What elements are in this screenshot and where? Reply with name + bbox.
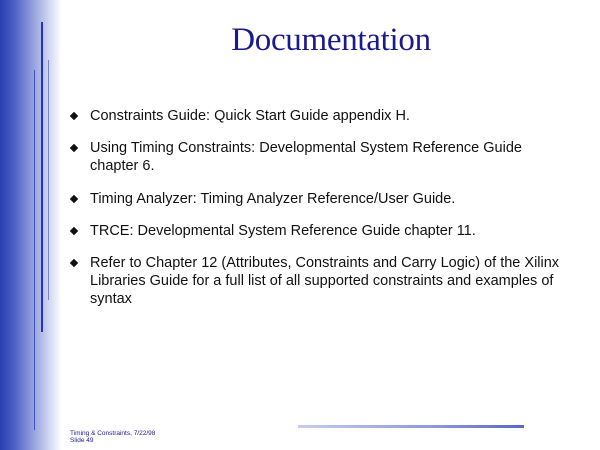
band-vertical-line (48, 60, 49, 300)
bullet-text: Using Timing Constraints: Developmental System Reference Guide chapter 6. (90, 140, 522, 174)
bullet-text: Constraints Guide: Quick Start Guide appendix H. (90, 108, 410, 124)
diamond-bullet-icon (70, 112, 78, 120)
band-vertical-line (41, 22, 43, 332)
bullet-list (70, 107, 560, 322)
bullet-text: Timing Analyzer: Timing Analyzer Reference/User Guide. (90, 191, 456, 207)
footer-divider (298, 425, 524, 428)
diamond-bullet-icon (70, 195, 78, 203)
bullet-item (70, 254, 560, 308)
footer-caption: Timing & Constraints, 7/22/98 (70, 430, 156, 437)
bullet-item (70, 222, 560, 240)
slide-footer (70, 430, 155, 444)
bullet-text: TRCE: Developmental System Reference Guide chapter 11. (90, 223, 476, 239)
diamond-bullet-icon (70, 259, 78, 267)
diamond-bullet-icon (70, 144, 78, 152)
bullet-item (70, 107, 560, 125)
slide-title: Documentation (231, 22, 431, 58)
diamond-bullet-icon (70, 227, 78, 235)
slide-number: Slide 49 (70, 437, 94, 444)
bullet-item (70, 190, 560, 208)
bullet-text: Refer to Chapter 12 (Attributes, Constraints and Carry Logic) of the Xilinx Libraries Guide for a full list of all supported constraints and examples of syntax (90, 255, 560, 307)
band-vertical-line (34, 70, 35, 430)
left-decorative-band (0, 0, 62, 450)
bullet-item (70, 139, 560, 175)
